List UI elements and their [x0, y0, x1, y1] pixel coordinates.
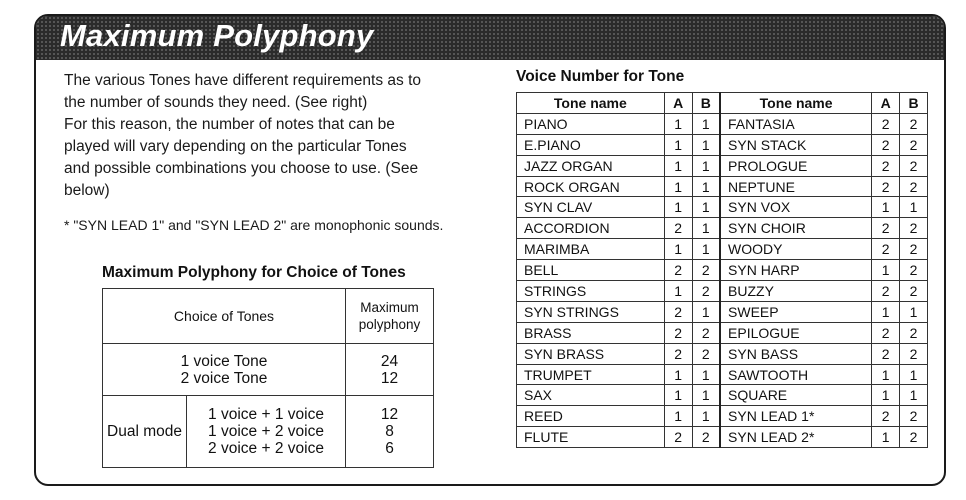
- tone-name-cell: FANTASIA: [720, 113, 872, 134]
- b-header: B: [692, 93, 720, 114]
- single-tone-labels: [103, 344, 346, 396]
- tone-name-cell: EPILOGUE: [720, 322, 872, 343]
- polyphony-value: 12: [380, 406, 399, 423]
- tone-name-cell: JAZZ ORGAN: [517, 155, 665, 176]
- a-value-cell: 2: [664, 260, 692, 281]
- b-value-cell: 2: [900, 427, 928, 448]
- a-value-cell: 1: [664, 155, 692, 176]
- polyphony-heading: Maximum Polyphony for Choice of Tones: [102, 264, 406, 281]
- title-banner: [36, 16, 944, 60]
- tone-name-cell: SQUARE: [720, 385, 872, 406]
- b-value-cell: 1: [692, 218, 720, 239]
- col-max-line: Maximum: [360, 300, 419, 315]
- tone-name-cell: REED: [517, 406, 665, 427]
- choice-label: 1 voice + 2 voice: [208, 423, 324, 440]
- b-value-cell: 1: [900, 364, 928, 385]
- tone-name-cell: E.PIANO: [517, 134, 665, 155]
- voice-number-table: [516, 92, 928, 448]
- dual-mode-values: [346, 396, 434, 468]
- monophonic-note: * "SYN LEAD 1" and "SYN LEAD 2" are monophonic sounds.: [64, 217, 444, 233]
- a-value-cell: 2: [664, 322, 692, 343]
- b-header: B: [900, 93, 928, 114]
- table-row: [517, 239, 928, 260]
- table-row: [517, 155, 928, 176]
- a-value-cell: 2: [872, 343, 900, 364]
- b-value-cell: 1: [692, 155, 720, 176]
- b-value-cell: 1: [692, 134, 720, 155]
- choice-label: 2 voice Tone: [180, 369, 268, 387]
- intro-line: below): [64, 182, 110, 199]
- b-value-cell: 2: [692, 281, 720, 302]
- tone-name-cell: SYN BRASS: [517, 343, 665, 364]
- a-value-cell: 2: [872, 155, 900, 176]
- a-value-cell: 1: [664, 239, 692, 260]
- tone-name-cell: SWEEP: [720, 301, 872, 322]
- single-tone-values: [346, 344, 434, 396]
- a-value-cell: 1: [872, 260, 900, 281]
- b-value-cell: 1: [900, 385, 928, 406]
- a-value-cell: 2: [872, 322, 900, 343]
- a-value-cell: 1: [664, 385, 692, 406]
- table-row: [517, 301, 928, 322]
- a-value-cell: 2: [872, 406, 900, 427]
- a-value-cell: 1: [664, 176, 692, 197]
- a-value-cell: 2: [872, 134, 900, 155]
- tone-name-cell: SYN VOX: [720, 197, 872, 218]
- b-value-cell: 1: [692, 406, 720, 427]
- right-column: [516, 68, 928, 448]
- tone-name-cell: SYN LEAD 1*: [720, 406, 872, 427]
- a-value-cell: 1: [872, 427, 900, 448]
- tone-name-cell: MARIMBA: [517, 239, 665, 260]
- table-row: [517, 406, 928, 427]
- table-row: [517, 281, 928, 302]
- b-value-cell: 2: [900, 406, 928, 427]
- document-frame: [34, 14, 946, 486]
- b-value-cell: 1: [692, 364, 720, 385]
- a-value-cell: 1: [664, 113, 692, 134]
- tone-name-cell: FLUTE: [517, 427, 665, 448]
- intro-paragraph: [64, 70, 474, 202]
- tone-name-cell: BELL: [517, 260, 665, 281]
- intro-line: The various Tones have different requirements as to: [64, 72, 421, 89]
- tone-name-cell: PROLOGUE: [720, 155, 872, 176]
- tone-name-cell: SAX: [517, 385, 665, 406]
- a-value-cell: 2: [664, 343, 692, 364]
- polyphony-table: [102, 288, 434, 468]
- tone-name-cell: BRASS: [517, 322, 665, 343]
- a-header: A: [664, 93, 692, 114]
- tone-name-cell: NEPTUNE: [720, 176, 872, 197]
- b-value-cell: 2: [900, 260, 928, 281]
- tone-name-cell: SYN LEAD 2*: [720, 427, 872, 448]
- tone-name-cell: SYN CHOIR: [720, 218, 872, 239]
- table-row: [517, 134, 928, 155]
- b-value-cell: 2: [900, 218, 928, 239]
- polyphony-value: 12: [380, 369, 399, 387]
- b-value-cell: 2: [900, 239, 928, 260]
- a-value-cell: 2: [872, 113, 900, 134]
- table-row: [517, 427, 928, 448]
- tone-name-cell: ACCORDION: [517, 218, 665, 239]
- b-value-cell: 1: [692, 385, 720, 406]
- table-row: [517, 260, 928, 281]
- tone-name-header: Tone name: [517, 93, 665, 114]
- b-value-cell: 2: [900, 155, 928, 176]
- b-value-cell: 1: [692, 301, 720, 322]
- tone-name-cell: PIANO: [517, 113, 665, 134]
- b-value-cell: 1: [900, 197, 928, 218]
- intro-line: played will vary depending on the particular Tones: [64, 138, 407, 155]
- b-value-cell: 2: [900, 134, 928, 155]
- col-max-line: polyphony: [358, 317, 421, 332]
- tone-name-cell: TRUMPET: [517, 364, 665, 385]
- b-value-cell: 2: [692, 427, 720, 448]
- tone-name-cell: SYN CLAV: [517, 197, 665, 218]
- choice-label: 1 voice Tone: [180, 352, 268, 370]
- intro-line: For this reason, the number of notes that can be: [64, 116, 395, 133]
- tone-name-cell: SYN HARP: [720, 260, 872, 281]
- a-value-cell: 2: [872, 218, 900, 239]
- b-value-cell: 2: [692, 260, 720, 281]
- a-value-cell: 1: [872, 385, 900, 406]
- polyphony-value: 8: [385, 423, 394, 440]
- table-row: [517, 364, 928, 385]
- b-value-cell: 2: [692, 343, 720, 364]
- a-value-cell: 1: [872, 364, 900, 385]
- polyphony-value: 24: [380, 352, 399, 370]
- b-value-cell: 2: [692, 322, 720, 343]
- a-value-cell: 1: [664, 364, 692, 385]
- b-value-cell: 1: [692, 197, 720, 218]
- b-value-cell: 1: [692, 176, 720, 197]
- b-value-cell: 2: [900, 281, 928, 302]
- voice-table-body: [517, 113, 928, 447]
- tone-name-cell: SYN STRINGS: [517, 301, 665, 322]
- b-value-cell: 1: [692, 239, 720, 260]
- a-header: A: [872, 93, 900, 114]
- b-value-cell: 2: [900, 113, 928, 134]
- tone-name-cell: STRINGS: [517, 281, 665, 302]
- tone-name-cell: WOODY: [720, 239, 872, 260]
- a-value-cell: 1: [664, 406, 692, 427]
- tone-name-header: Tone name: [720, 93, 872, 114]
- col-max-header: [346, 289, 434, 344]
- a-value-cell: 1: [664, 281, 692, 302]
- tone-name-cell: SYN STACK: [720, 134, 872, 155]
- a-value-cell: 2: [872, 281, 900, 302]
- b-value-cell: 1: [692, 113, 720, 134]
- tone-name-cell: BUZZY: [720, 281, 872, 302]
- choice-label: 2 voice + 2 voice: [208, 440, 324, 457]
- table-row: [517, 176, 928, 197]
- polyphony-value: 6: [385, 440, 394, 457]
- choice-label: 1 voice + 1 voice: [208, 406, 324, 423]
- table-row: [517, 385, 928, 406]
- dual-mode-label: Dual mode: [103, 396, 187, 468]
- intro-line: the number of sounds they need. (See right): [64, 94, 368, 111]
- a-value-cell: 1: [872, 197, 900, 218]
- b-value-cell: 2: [900, 176, 928, 197]
- table-row: [517, 322, 928, 343]
- col-choice-header: Choice of Tones: [103, 289, 346, 344]
- a-value-cell: 2: [664, 427, 692, 448]
- a-value-cell: 1: [872, 301, 900, 322]
- table-row: [517, 113, 928, 134]
- tone-name-cell: SYN BASS: [720, 343, 872, 364]
- tone-name-cell: SAWTOOTH: [720, 364, 872, 385]
- page-title: Maximum Polyphony: [60, 18, 374, 53]
- b-value-cell: 2: [900, 343, 928, 364]
- a-value-cell: 2: [872, 176, 900, 197]
- table-row: [517, 218, 928, 239]
- table-row: [517, 197, 928, 218]
- voice-heading: Voice Number for Tone: [516, 68, 685, 85]
- b-value-cell: 1: [900, 301, 928, 322]
- left-column: [64, 70, 474, 235]
- a-value-cell: 1: [664, 197, 692, 218]
- a-value-cell: 1: [664, 134, 692, 155]
- dual-mode-labels: [187, 396, 346, 468]
- intro-line: and possible combinations you choose to use. (See: [64, 160, 419, 177]
- a-value-cell: 2: [664, 218, 692, 239]
- table-row: [517, 343, 928, 364]
- tone-name-cell: ROCK ORGAN: [517, 176, 665, 197]
- a-value-cell: 2: [872, 239, 900, 260]
- b-value-cell: 2: [900, 322, 928, 343]
- a-value-cell: 2: [664, 301, 692, 322]
